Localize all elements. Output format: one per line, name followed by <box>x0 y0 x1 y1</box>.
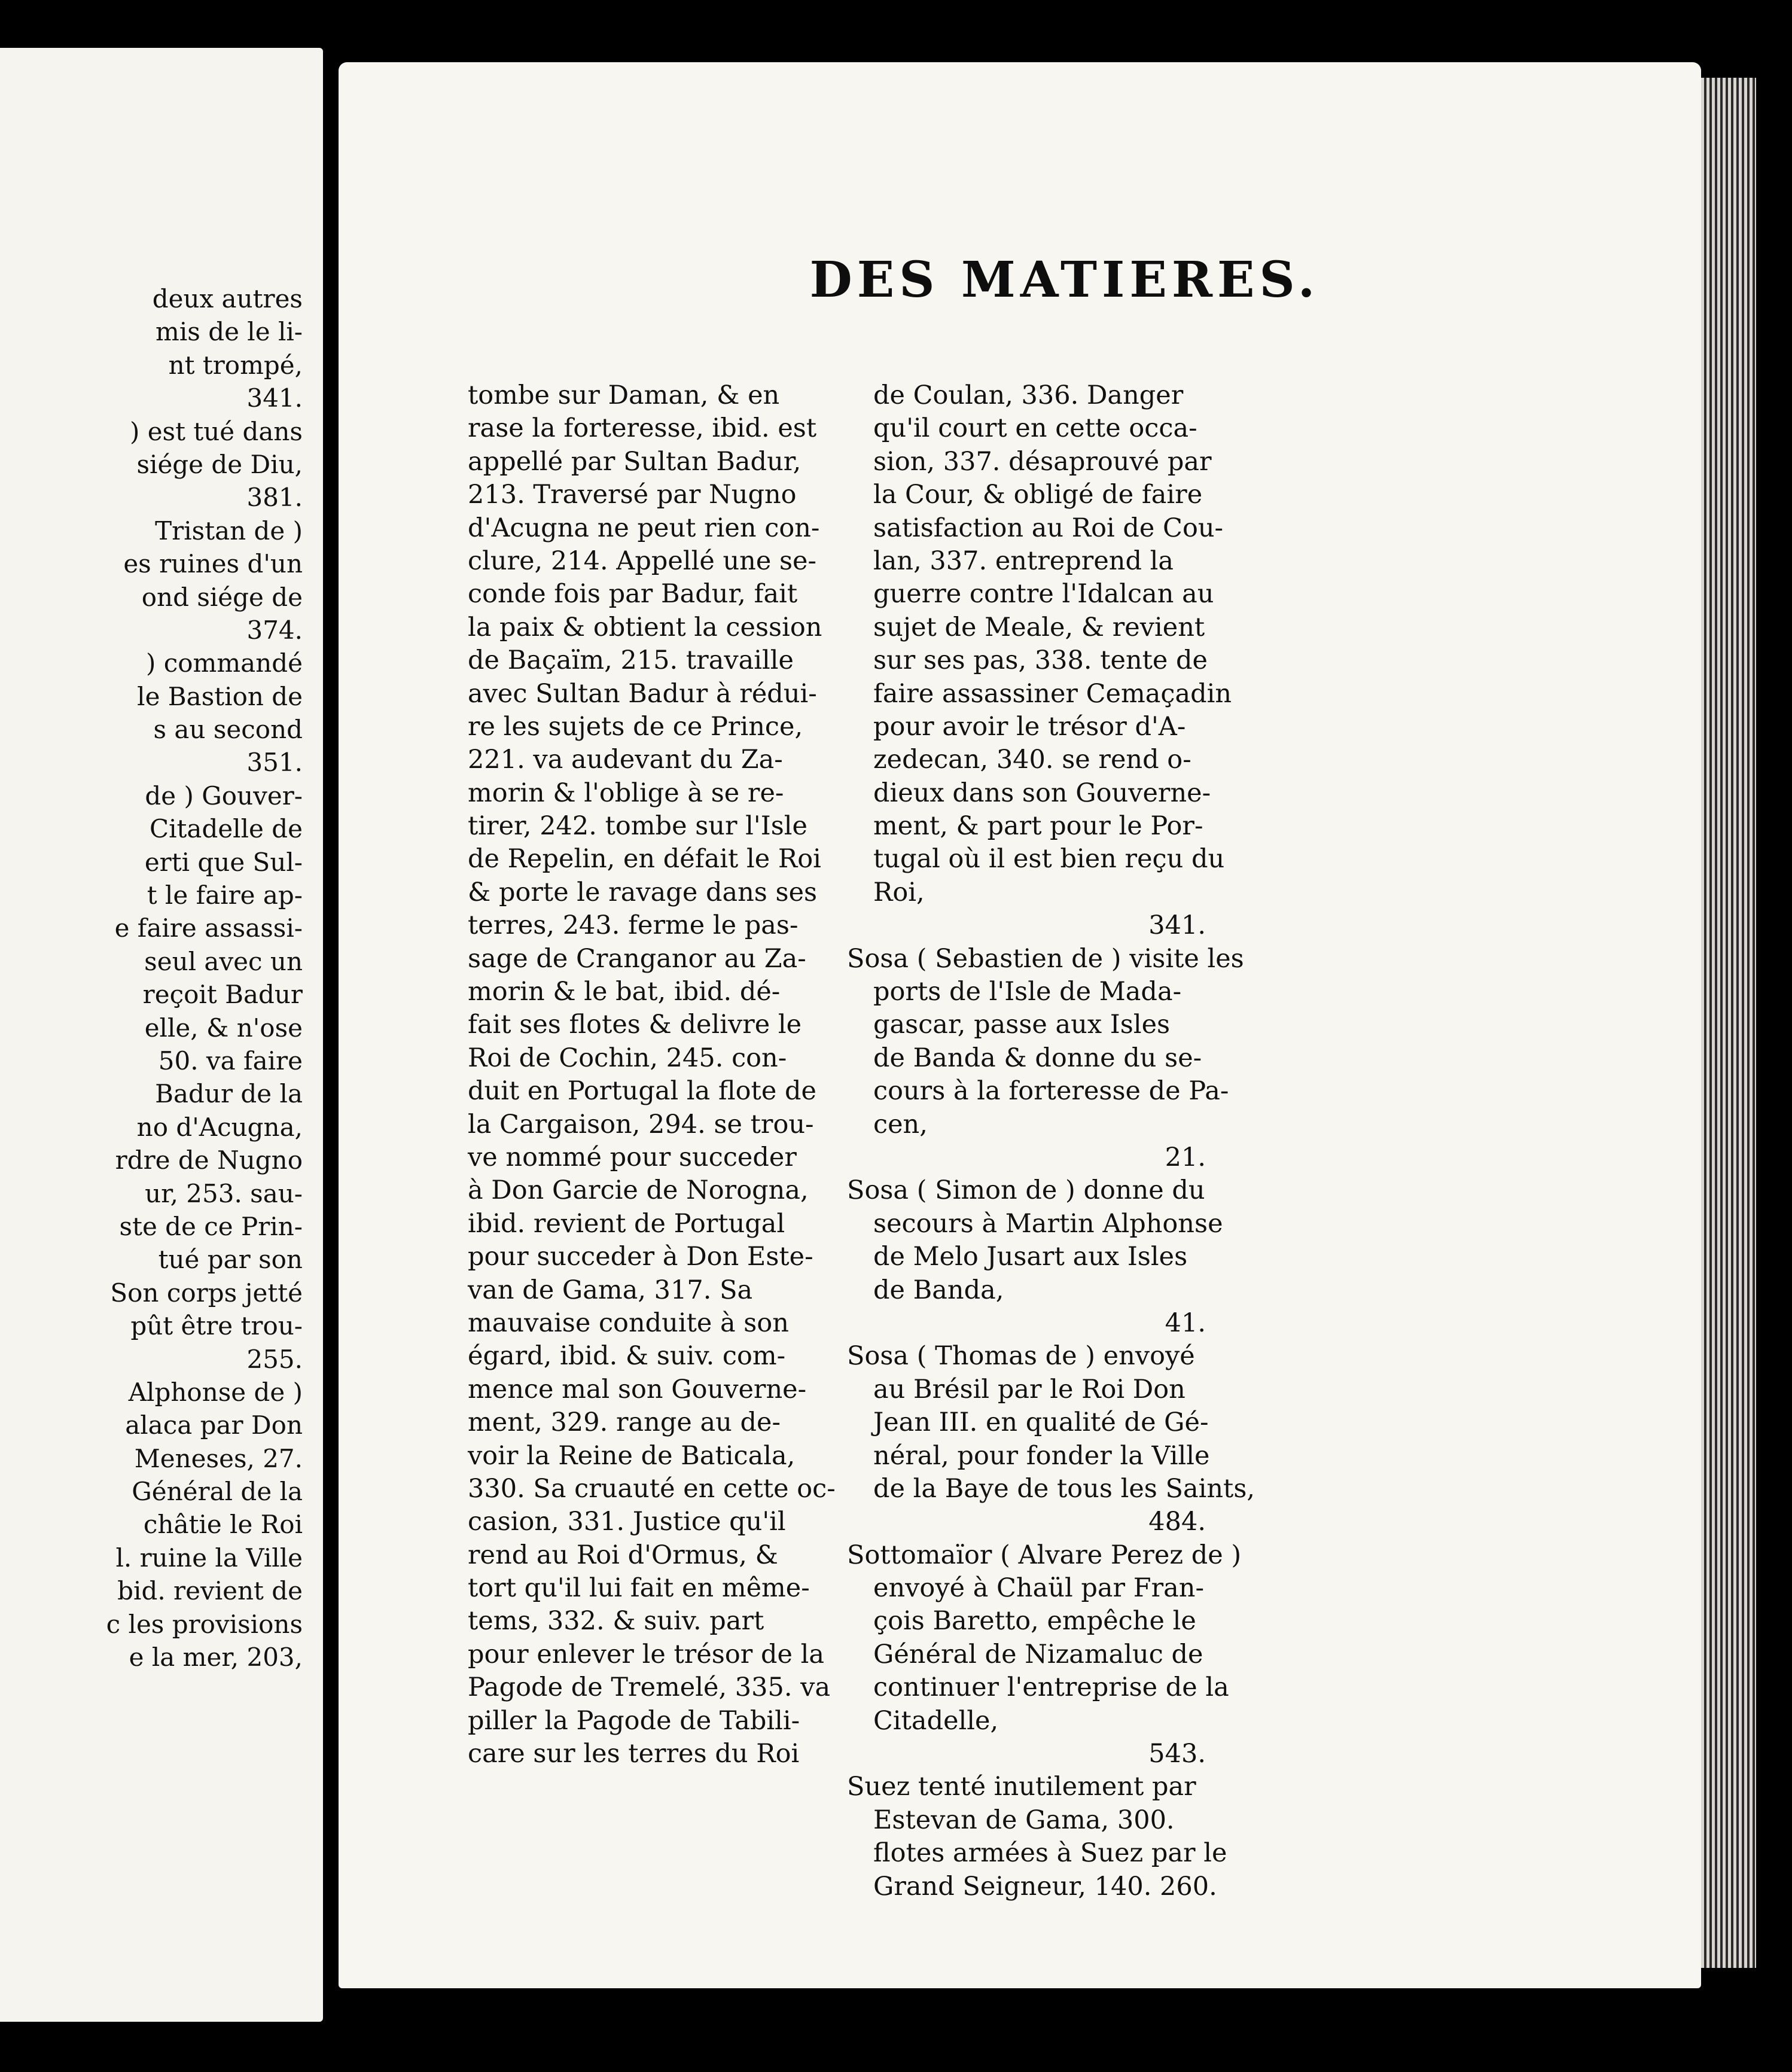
text-line: de Baçaïm, 215. travaille <box>468 645 794 676</box>
text-line: es ruines d'un <box>123 549 303 579</box>
text-line: 543. <box>1148 1739 1206 1769</box>
text-line: d'Acugna ne peut rien con- <box>468 513 820 543</box>
text-line: re les sujets de ce Prince, <box>468 711 803 742</box>
text-line: le Bastion de <box>137 681 303 711</box>
text-line: Sosa ( Thomas de ) envoyé <box>847 1341 1195 1372</box>
text-line: sage de Cranganor au Za- <box>468 943 806 974</box>
text-line: zedecan, 340. se rend o- <box>873 745 1191 775</box>
text-line: pour enlever le trésor de la <box>468 1639 824 1669</box>
text-line: Citadelle, <box>873 1705 999 1736</box>
text-line: çois Baretto, empêche le <box>873 1606 1196 1637</box>
left-page <box>0 48 323 2022</box>
text-line: mence mal son Gouverne- <box>468 1374 807 1404</box>
text-line: 484. <box>1148 1507 1206 1537</box>
text-line: Tristan de ) <box>155 516 303 546</box>
text-line: pour avoir le trésor d'A- <box>873 711 1186 742</box>
text-line: de la Baye de tous les Saints, <box>873 1473 1255 1504</box>
text-line: égard, ibid. & suiv. com- <box>468 1341 786 1372</box>
text-line: 341. <box>1148 910 1206 941</box>
text-line: e la mer, 203, <box>129 1643 303 1672</box>
text-line: 221. va audevant du Za- <box>468 745 783 775</box>
text-line: ibid. revient de Portugal <box>468 1208 785 1239</box>
text-line: tugal où il est bien reçu du <box>873 844 1225 874</box>
text-line: elle, & n'ose <box>144 1013 303 1043</box>
text-line: 341. <box>246 383 303 413</box>
text-line: Meneses, 27. <box>134 1443 303 1473</box>
text-line: tems, 332. & suiv. part <box>468 1606 764 1637</box>
text-line: seul avec un <box>144 946 303 976</box>
text-line: 351. <box>246 748 303 778</box>
text-line: Citadelle de <box>149 814 303 844</box>
text-line: c les provisions <box>106 1609 303 1639</box>
text-line: Général de la <box>132 1477 303 1507</box>
text-line: 381. <box>246 483 303 513</box>
text-line: dieux dans son Gouverne- <box>873 778 1211 808</box>
text-line: rdre de Nugno <box>115 1145 303 1175</box>
text-line: Estevan de Gama, 300. <box>873 1805 1175 1835</box>
index-column-right <box>847 379 1255 1903</box>
text-line: morin & le bat, ibid. dé- <box>468 977 781 1007</box>
text-line: néral, pour fonder la Ville <box>873 1440 1210 1471</box>
text-line: la Cour, & obligé de faire <box>873 480 1203 510</box>
text-line: guerre contre l'Idalcan au <box>873 579 1214 610</box>
text-line: no d'Acugna, <box>136 1112 303 1142</box>
text-line: mauvaise conduite à son <box>468 1308 789 1338</box>
text-line: 41. <box>1165 1308 1206 1338</box>
text-line: van de Gama, 317. Sa <box>468 1275 753 1305</box>
book-page-edges <box>1701 78 1756 1968</box>
text-line: 374. <box>246 615 303 645</box>
index-column-left <box>468 379 836 1771</box>
text-line: piller la Pagode de Tabili- <box>468 1705 800 1736</box>
text-line: tué par son <box>158 1245 303 1275</box>
text-line: ) commandé <box>145 648 303 678</box>
text-line: care sur les terres du Roi <box>468 1739 800 1769</box>
text-line: gascar, passe aux Isles <box>873 1010 1171 1040</box>
text-line: terres, 243. ferme le pas- <box>468 910 799 941</box>
left-page-text <box>0 282 303 1674</box>
text-line: secours à Martin Alphonse <box>873 1208 1223 1239</box>
text-line: rase la forteresse, ibid. est <box>468 413 817 444</box>
running-head: DES MATIERES. <box>809 251 1320 309</box>
text-line: Pagode de Tremelé, 335. va <box>468 1672 831 1703</box>
text-line: continuer l'entreprise de la <box>873 1672 1229 1703</box>
text-line: satisfaction au Roi de Cou- <box>873 513 1224 543</box>
text-line: ment, 329. range au de- <box>468 1407 781 1438</box>
text-line: nt trompé, <box>168 350 303 380</box>
text-line: ment, & part pour le Por- <box>873 811 1203 842</box>
text-line: Roi, <box>873 877 925 907</box>
text-line: Suez tenté inutilement par <box>847 1772 1196 1802</box>
text-line: sujet de Meale, & revient <box>873 612 1205 642</box>
text-line: 50. va faire <box>158 1046 303 1075</box>
text-line: Sosa ( Sebastien de ) visite les <box>847 943 1244 974</box>
text-line: de ) Gouver- <box>145 781 303 810</box>
text-line: ond siége de <box>141 582 303 612</box>
text-line: Général de Nizamaluc de <box>873 1639 1203 1669</box>
right-page <box>339 62 1701 1988</box>
text-line: casion, 331. Justice qu'il <box>468 1507 786 1537</box>
text-line: tort qu'il lui fait en même- <box>468 1573 810 1604</box>
text-line: Grand Seigneur, 140. 260. <box>873 1871 1217 1902</box>
text-line: de Repelin, en défait le Roi <box>468 844 821 874</box>
text-line: sur ses pas, 338. tente de <box>873 645 1208 676</box>
text-line: Badur de la <box>155 1079 303 1109</box>
text-line: s au second <box>153 715 303 745</box>
text-line: l. ruine la Ville <box>115 1543 303 1573</box>
text-line: tombe sur Daman, & en <box>468 380 780 410</box>
text-line: flotes armées à Suez par le <box>873 1838 1227 1869</box>
text-line: 213. Traversé par Nugno <box>468 480 797 510</box>
text-line: tirer, 242. tombe sur l'Isle <box>468 811 808 842</box>
text-line: Son corps jetté <box>110 1278 303 1308</box>
text-line: conde fois par Badur, fait <box>468 579 798 610</box>
text-line: mis de le li- <box>156 317 303 347</box>
text-line: 255. <box>246 1344 303 1374</box>
text-line: ur, 253. sau- <box>145 1178 303 1208</box>
text-line: reçoit Badur <box>142 980 303 1010</box>
text-line: ve nommé pour succeder <box>468 1142 797 1172</box>
text-line: sion, 337. désaprouvé par <box>873 446 1212 477</box>
text-line: ) est tué dans <box>129 416 303 446</box>
text-line: voir la Reine de Baticala, <box>468 1440 796 1471</box>
text-line: e faire assassi- <box>114 913 303 943</box>
text-line: bid. revient de <box>117 1576 303 1606</box>
text-line: Alphonse de ) <box>128 1377 303 1407</box>
text-line: au Brésil par le Roi Don <box>873 1374 1185 1404</box>
text-line: envoyé à Chaül par Fran- <box>873 1573 1205 1604</box>
text-line: deux autres <box>152 284 303 313</box>
text-line: avec Sultan Badur à rédui- <box>468 678 817 709</box>
text-line: de Melo Jusart aux Isles <box>873 1242 1188 1272</box>
text-line: rend au Roi d'Ormus, & <box>468 1540 778 1570</box>
text-line: 330. Sa cruauté en cette oc- <box>468 1473 836 1504</box>
text-line: siége de Diu, <box>136 449 303 479</box>
text-line: châtie le Roi <box>143 1510 303 1540</box>
text-line: Roi de Cochin, 245. con- <box>468 1043 787 1073</box>
text-line: morin & l'oblige à se re- <box>468 778 784 808</box>
text-line: 21. <box>1165 1142 1206 1172</box>
text-line: alaca par Don <box>125 1410 303 1440</box>
text-line: de Coulan, 336. Danger <box>873 380 1184 410</box>
text-line: de Banda & donne du se- <box>873 1043 1202 1073</box>
text-line: cours à la forteresse de Pa- <box>873 1076 1229 1107</box>
text-line: duit en Portugal la flote de <box>468 1076 816 1107</box>
text-line: clure, 214. Appellé une se- <box>468 546 816 576</box>
text-line: appellé par Sultan Badur, <box>468 446 801 477</box>
text-line: pour succeder à Don Este- <box>468 1242 813 1272</box>
text-line: la paix & obtient la cession <box>468 612 822 642</box>
text-line: qu'il court en cette occa- <box>873 413 1197 444</box>
text-line: ports de l'Isle de Mada- <box>873 977 1182 1007</box>
text-line: lan, 337. entreprend la <box>873 546 1174 576</box>
text-line: Sosa ( Simon de ) donne du <box>847 1175 1205 1206</box>
text-line: Jean III. en qualité de Gé- <box>873 1407 1209 1438</box>
text-line: faire assassiner Cemaçadin <box>873 678 1232 709</box>
text-line: erti que Sul- <box>144 847 303 877</box>
text-line: de Banda, <box>873 1275 1004 1305</box>
text-line: à Don Garcie de Norogna, <box>468 1175 809 1206</box>
text-line: fait ses flotes & delivre le <box>468 1010 802 1040</box>
text-line: t le faire ap- <box>147 880 303 910</box>
text-line: & porte le ravage dans ses <box>468 877 818 907</box>
text-line: la Cargaison, 294. se trou- <box>468 1109 814 1139</box>
text-line: ste de ce Prin- <box>119 1211 303 1241</box>
text-line: Sottomaïor ( Alvare Perez de ) <box>847 1540 1242 1570</box>
text-line: pût être trou- <box>130 1311 303 1341</box>
text-line: cen, <box>873 1109 928 1139</box>
